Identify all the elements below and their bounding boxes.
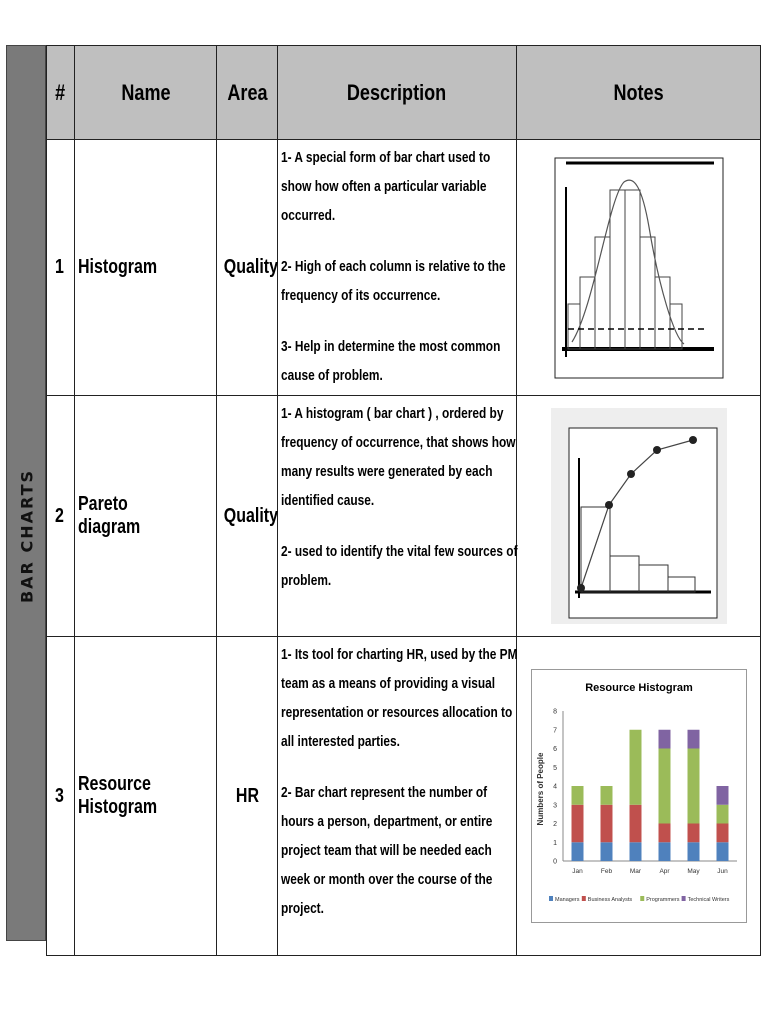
bar-segment: [687, 730, 699, 749]
x-tick-label: Feb: [600, 868, 612, 875]
y-tick-label: 0: [552, 858, 557, 866]
row-area: HR: [217, 637, 278, 956]
header-area: Area: [217, 46, 278, 140]
x-tick-label: May: [686, 868, 700, 875]
bar-segment: [687, 749, 699, 824]
header-num: #: [47, 46, 75, 140]
header-description: Description: [278, 46, 517, 140]
chart-title: Resource Histogram: [584, 682, 693, 694]
table-row: [47, 637, 761, 956]
bar-segment: [658, 730, 670, 749]
bar-segment: [716, 842, 728, 861]
row-area: Quality: [217, 396, 278, 637]
x-tick-label: Jan: [571, 868, 583, 875]
table-row: [47, 396, 761, 637]
row-description: [278, 140, 517, 396]
description-point: 1- A histogram ( bar chart ) , ordered by frequency of occurrence, that shows how many results were generated by each identified cause.: [281, 406, 516, 509]
y-tick-label: 8: [552, 708, 557, 716]
row-name: Histogram: [75, 140, 217, 396]
bar-segment: [716, 824, 728, 843]
y-tick-label: 1: [552, 839, 557, 847]
row-name: Pareto diagram: [75, 396, 217, 637]
row-name: Resource Histogram: [75, 637, 217, 956]
description-point: 1- A special form of bar chart used to show how often a particular variable occurred.: [281, 150, 491, 224]
pareto-illustration: [551, 408, 727, 624]
y-axis-label: Numbers of People: [535, 752, 545, 826]
row-description: [278, 637, 517, 956]
row-number: 3: [47, 637, 75, 956]
bar-segment: [571, 805, 583, 843]
bar-segment: [687, 842, 699, 861]
x-tick-label: Apr: [658, 868, 670, 875]
bar-segment: [629, 805, 641, 843]
row-description: [278, 396, 517, 637]
side-category-label: BAR CHARTS: [17, 468, 37, 604]
bar-charts-table-wrapper: [6, 45, 760, 941]
bar-segment: [571, 786, 583, 805]
bar-segment: [600, 842, 612, 861]
y-tick-label: 3: [552, 802, 557, 810]
bar-segment: [600, 805, 612, 843]
header-name: Name: [75, 46, 217, 140]
bar-segment: [658, 749, 670, 824]
legend-label: Programmers: [645, 897, 680, 903]
legend-label: Managers: [554, 897, 579, 903]
row-number: 1: [47, 140, 75, 396]
bar-charts-table: [46, 45, 761, 956]
histogram-illustration-cell: [517, 140, 761, 396]
description-point: 2- High of each column is relative to the frequency of its occurrence.: [281, 259, 506, 304]
description-point: 2- Bar chart represent the number of hours a person, department, or entire project team that will be needed each week or month over the course of the project.: [281, 785, 493, 917]
resource-histogram-chart: [531, 669, 747, 923]
bar-segment: [629, 842, 641, 861]
header-row: [47, 46, 761, 140]
x-tick-label: Mar: [629, 868, 641, 875]
y-tick-label: 6: [552, 746, 557, 753]
legend-swatch: [581, 896, 585, 901]
legend-swatch: [549, 896, 553, 901]
bar-segment: [658, 842, 670, 861]
y-tick-label: 5: [552, 764, 557, 772]
bar-segment: [687, 824, 699, 843]
resource-histogram-cell: [517, 637, 761, 956]
table-row: [47, 140, 761, 396]
description-point: 3- Help in determine the most common cause of problem.: [281, 339, 501, 384]
side-category-band: [6, 45, 46, 941]
pareto-illustration-cell: [517, 396, 761, 637]
bar-segment: [629, 730, 641, 805]
y-tick-label: 2: [552, 821, 557, 828]
description-point: 1- Its tool for charting HR, used by the PM team as a means of providing a visual representation or resources allocation to all interested parties.: [281, 647, 518, 750]
legend-label: Business Analysts: [587, 897, 632, 903]
header-notes: Notes: [517, 46, 761, 140]
x-tick-label: Jun: [716, 868, 728, 875]
y-tick-label: 7: [552, 727, 557, 735]
legend-swatch: [681, 896, 685, 901]
y-tick-label: 4: [552, 783, 557, 791]
row-number: 2: [47, 396, 75, 637]
bar-segment: [716, 786, 728, 805]
legend-label: Technical Writers: [687, 897, 729, 903]
bar-segment: [571, 842, 583, 861]
bar-segment: [658, 824, 670, 843]
histogram-illustration: [554, 157, 724, 379]
description-point: 2- used to identify the vital few sources of problem.: [281, 544, 518, 589]
bar-segment: [600, 786, 612, 805]
bar-segment: [716, 805, 728, 824]
row-area: Quality: [217, 140, 278, 396]
legend-swatch: [640, 896, 644, 901]
